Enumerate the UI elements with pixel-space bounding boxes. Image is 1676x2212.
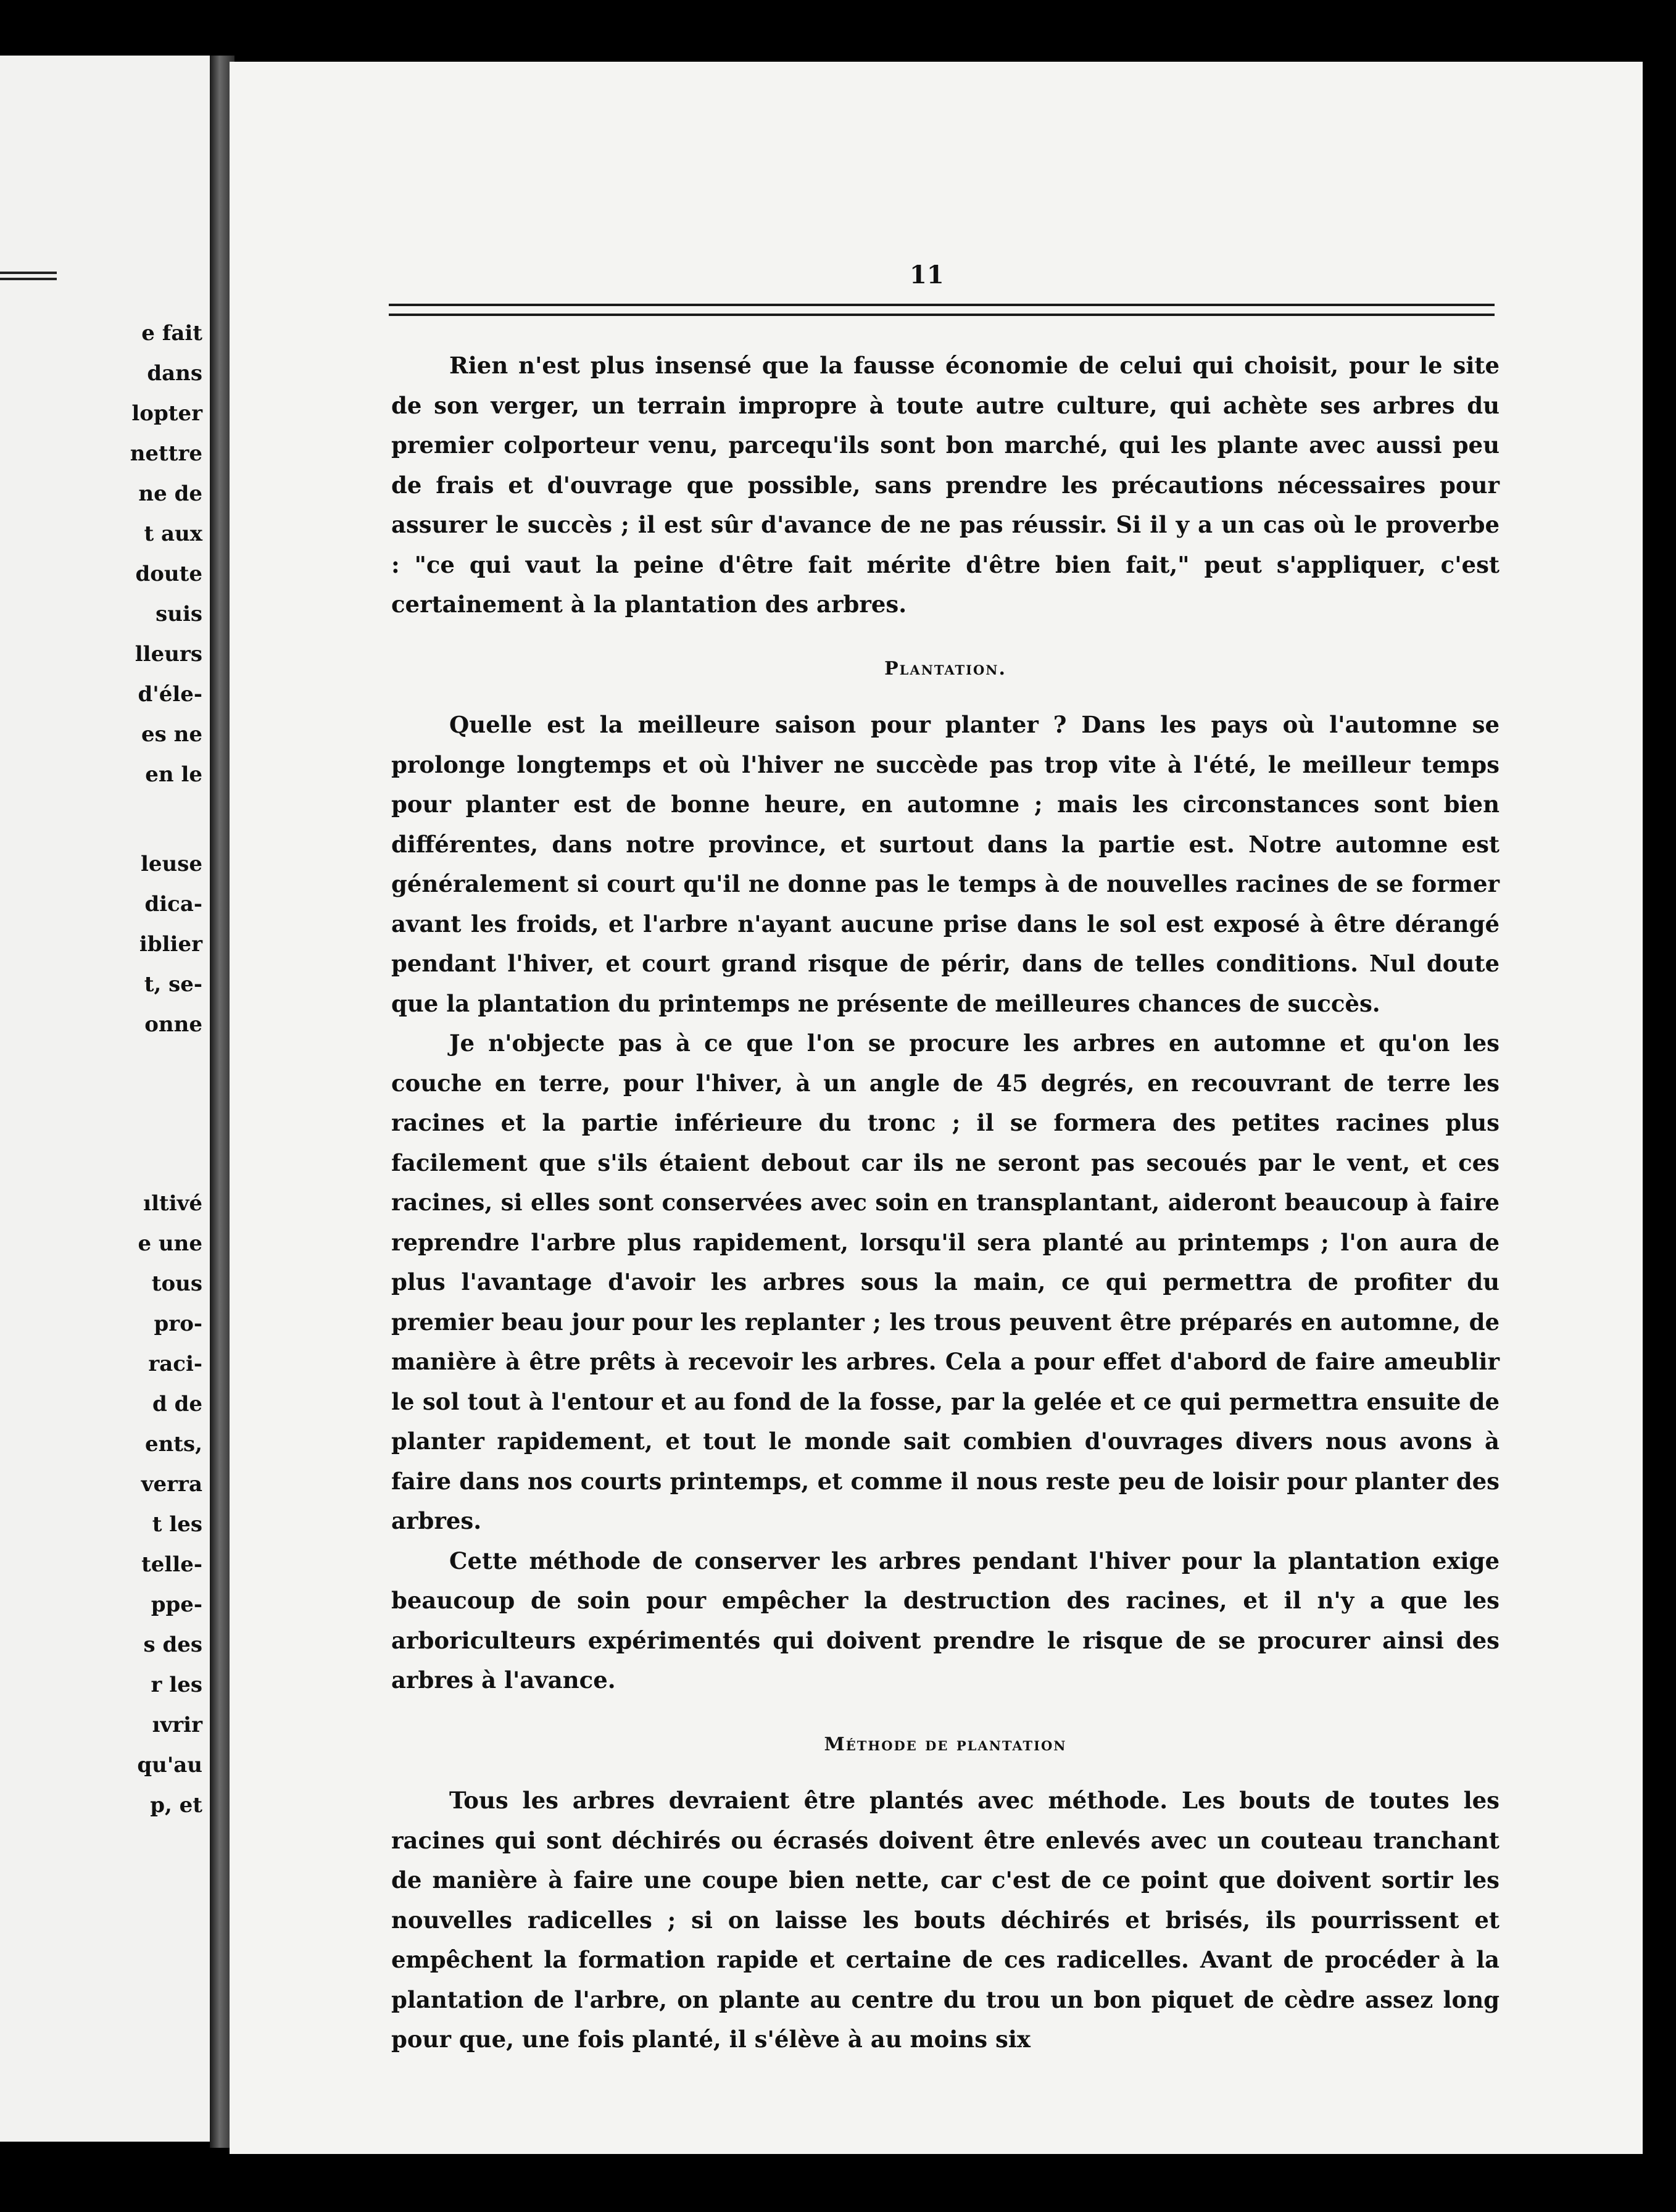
paragraph-intro: Rien n'est plus insensé que la fausse économie de celui qui choisit, pour le site de son verger, un terrain impropre à toute autre culture, qui achète ses arbres du premier colporteur venu, parcequ'ils sont bon marché, qui les plante avec aussi peu de frais et d'ouvrage que possible, sans prendre les précautions nécessaires pour assurer le succès ; il est sûr d'avance de ne pas réussir. Si il y a un cas où le proverbe : "ce qui vaut la peine d'être fait mérite d'être bien fait," peut s'appliquer, c'est certainement à la plantation des arbres. bbox=[391, 352, 1500, 618]
prev-line: pro- bbox=[154, 1312, 202, 1336]
prev-line: ents, bbox=[144, 1432, 202, 1457]
prev-line: p, et bbox=[150, 1793, 202, 1818]
prev-line: s des bbox=[143, 1632, 202, 1657]
prev-line: ıltivé bbox=[143, 1191, 202, 1216]
prev-line: en le bbox=[145, 762, 202, 787]
prev-line: d'éle- bbox=[138, 682, 202, 707]
prev-line: ne de bbox=[138, 481, 202, 506]
section-heading-methode: Méthode de plantation bbox=[824, 1733, 1067, 1755]
paragraph: Tous les arbres devraient être plantés avec méthode. Les bouts de toutes les racines qui sont déchirés ou écrasés doivent être enlevés avec un couteau tranchant de manière à faire une coupe bien nette, car c'est de ce point que doivent sortir les nouvelles radicelles ; si on laisse les bouts déchirés et brisés, ils pourrissent et empêchent la formation rapide et certaine de ces radicelles. Avant de procéder à la plantation de l'arbre, on plante au centre du trou un bon piquet de cèdre assez long pour que, une fois planté, il s'élève à au moins six bbox=[391, 1787, 1500, 2053]
prev-line: nettre bbox=[130, 441, 202, 466]
header-double-rule bbox=[389, 304, 1495, 316]
prev-line: qu'au bbox=[137, 1753, 202, 1778]
prev-line: raci- bbox=[148, 1352, 202, 1376]
prev-line: es ne bbox=[141, 722, 202, 747]
prev-line: verra bbox=[141, 1472, 202, 1497]
paragraph: Quelle est la meilleure saison pour planter ? Dans les pays où l'automne se prolonge longtemps et où l'hiver ne succède pas trop vite à l'été, le meilleur temps pour planter est de bonne heure, en automne ; mais les circonstances sont bien différentes, dans notre province, et surtout dans la partie est. Notre automne est généralement si court qu'il ne donne pas le temps à de nouvelles racines de se former avant les froids, et l'arbre n'ayant aucune prise dans le sol est exposé à être dérangé pendant l'hiver, et court grand risque de périr, dans de telles conditions. Nul doute que la plantation du printemps ne présente de meilleures chances de succès. bbox=[391, 711, 1500, 1017]
prev-line: d de bbox=[152, 1392, 202, 1416]
prev-line: lopter bbox=[131, 401, 202, 426]
prev-line: t, se- bbox=[144, 972, 202, 997]
prev-line: dans bbox=[147, 361, 202, 386]
document-page bbox=[230, 62, 1643, 2154]
section-heading-plantation: Plantation. bbox=[884, 657, 1006, 680]
prev-line: lleurs bbox=[135, 642, 202, 667]
prev-line: tous bbox=[151, 1271, 202, 1296]
prev-line: ıvrir bbox=[152, 1713, 202, 1737]
paragraph: Je n'objecte pas à ce que l'on se procure les arbres en automne et qu'on les couche en terre, pour l'hiver, à un angle de 45 degrés, en recouvrant de terre les racines et la partie inférieure du tronc ; il se formera des petites racines plus facilement que s'ils étaient debout car ils ne seront pas secoués par le vent, et ces racines, si elles sont conservées avec soin en transplantant, aideront beaucoup à faire reprendre l'arbre plus rapidement, lorsqu'il sera planté au printemps ; l'on aura de plus l'avantage d'avoir les arbres sous la main, ce qui permettra de profiter du premier beau jour pour les replanter ; les trous peuvent être préparés en automne, de manière à être prêts à recevoir les arbres. Cela a pour effet d'abord de faire ameublir le sol tout à l'entour et au fond de la fosse, par la gelée et ce qui permettra ensuite de planter rapidement, et tout le monde sait combien d'ouvrages divers nous avons à faire dans nos courts printemps, et comme il nous reste peu de loisir pour planter des arbres. bbox=[391, 1029, 1500, 1534]
previous-page-rule bbox=[0, 272, 57, 280]
prev-line: iblier bbox=[139, 932, 202, 957]
prev-line: e fait bbox=[141, 321, 202, 346]
prev-line: t aux bbox=[144, 522, 202, 546]
prev-line: t les bbox=[152, 1512, 202, 1537]
prev-line: onne bbox=[144, 1012, 202, 1037]
prev-line: doute bbox=[135, 562, 202, 586]
page-number: 11 bbox=[910, 260, 944, 289]
prev-line: dica- bbox=[144, 892, 202, 917]
page-body bbox=[391, 346, 1500, 2060]
prev-line: r les bbox=[151, 1673, 202, 1697]
previous-page-strip bbox=[0, 56, 217, 2142]
prev-line: ppe- bbox=[151, 1592, 202, 1617]
prev-line: suis bbox=[156, 602, 202, 626]
prev-line: e une bbox=[138, 1231, 202, 1256]
paragraph: Cette méthode de conserver les arbres pendant l'hiver pour la plantation exige beaucoup de soin pour empêcher la destruction des racines, et il n'y a que les arboriculteurs expérimentés qui doivent prendre le risque de se procurer ainsi des arbres à l'avance. bbox=[391, 1547, 1500, 1694]
prev-line: telle- bbox=[141, 1552, 202, 1577]
prev-line: leuse bbox=[140, 852, 202, 876]
